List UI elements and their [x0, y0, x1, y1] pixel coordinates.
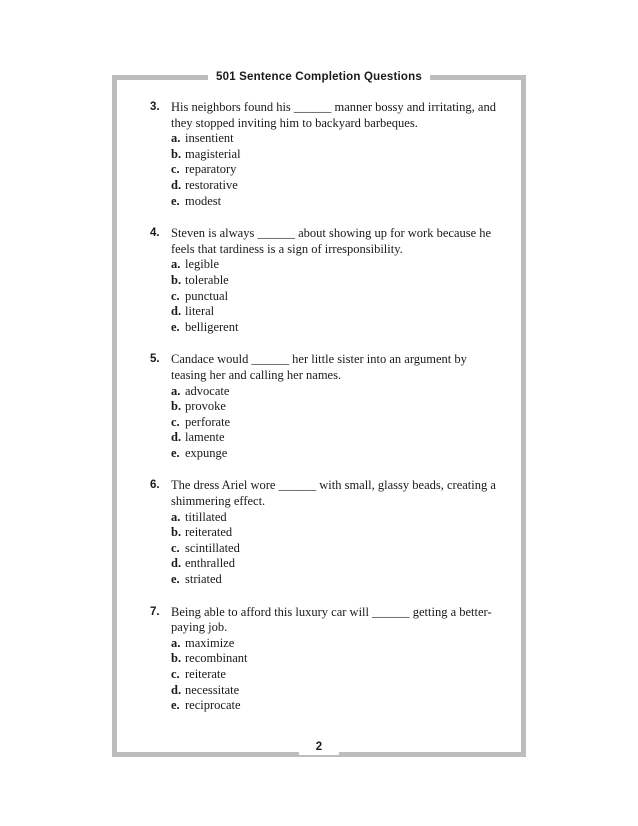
choice-b: [171, 273, 502, 289]
choice-text: insentient: [185, 131, 234, 146]
choice-a: [171, 636, 502, 652]
choice-letter: e.: [171, 698, 180, 713]
answer-choices: [171, 636, 502, 714]
choice-letter: d.: [171, 177, 182, 192]
choice-letter: c.: [171, 667, 180, 681]
question-7: [150, 605, 502, 714]
choice-text: lamente: [185, 430, 225, 445]
question-5: [150, 352, 502, 461]
choice-text: tolerable: [185, 272, 229, 287]
choice-d: [171, 683, 502, 699]
choice-letter: e.: [171, 445, 180, 460]
choice-text: punctual: [185, 288, 229, 303]
choice-text: expunge: [185, 445, 228, 460]
question-3: [150, 100, 502, 209]
choice-text: provoke: [185, 399, 226, 414]
choice-letter: d.: [171, 556, 182, 571]
choice-d: [171, 430, 502, 446]
choice-e: [171, 194, 502, 210]
choice-letter: b.: [171, 525, 182, 540]
choice-a: [171, 257, 502, 273]
choice-text: enthralled: [185, 556, 235, 571]
choice-c: [171, 415, 502, 431]
answer-choices: [171, 257, 502, 335]
page-number: 2: [299, 739, 339, 755]
choice-letter: e.: [171, 193, 180, 208]
choice-letter: d.: [171, 682, 182, 697]
choice-text: literal: [185, 304, 215, 319]
question-text: Candace would ______ her little sister into an argument by teasing her and calling her names.: [171, 352, 467, 382]
question-number: 5.: [150, 353, 160, 366]
choice-letter: e.: [171, 572, 180, 587]
choice-e: [171, 698, 502, 714]
answer-choices: [171, 384, 502, 462]
choice-text: reciprocate: [185, 698, 241, 713]
choice-text: reparatory: [185, 162, 237, 177]
choice-text: recombinant: [185, 651, 248, 666]
question-4: [150, 226, 502, 335]
question-text: The dress Ariel wore ______ with small, glassy beads, creating a shimmering effect.: [171, 478, 496, 509]
choice-text: necessitate: [185, 682, 240, 697]
choice-a: [171, 384, 502, 400]
choice-a: [171, 131, 502, 147]
choice-text: reiterate: [185, 667, 226, 681]
answer-choices: [171, 131, 502, 209]
choice-letter: a.: [171, 509, 181, 524]
choice-c: [171, 667, 502, 683]
question-number: 3.: [150, 101, 160, 113]
page-header-title: 501 Sentence Completion Questions: [208, 69, 430, 85]
choice-letter: b.: [171, 399, 182, 414]
choice-text: modest: [185, 193, 222, 208]
choice-letter: b.: [171, 651, 182, 666]
choice-b: [171, 525, 502, 541]
choice-e: [171, 446, 502, 462]
choice-letter: a.: [171, 635, 181, 650]
choice-c: [171, 289, 502, 305]
choice-letter: c.: [171, 540, 180, 555]
choice-e: [171, 572, 502, 588]
choice-d: [171, 304, 502, 320]
choice-text: titillated: [185, 509, 227, 524]
choice-text: advocate: [185, 383, 230, 398]
choice-text: belligerent: [185, 319, 239, 334]
choice-text: magisterial: [185, 146, 241, 161]
choice-text: perforate: [185, 414, 231, 429]
choice-letter: c.: [171, 414, 180, 429]
questions-list: [150, 100, 502, 731]
choice-c: [171, 541, 502, 557]
choice-text: scintillated: [185, 540, 240, 555]
choice-letter: e.: [171, 319, 180, 334]
question-6: [150, 478, 502, 587]
choice-b: [171, 399, 502, 415]
choice-letter: c.: [171, 288, 180, 303]
choice-letter: b.: [171, 272, 182, 287]
question-number: 4.: [150, 227, 160, 240]
choice-b: [171, 651, 502, 667]
choice-e: [171, 320, 502, 336]
choice-d: [171, 556, 502, 572]
question-number: 6.: [150, 479, 160, 492]
answer-choices: [171, 510, 502, 588]
choice-c: [171, 162, 502, 178]
choice-a: [171, 510, 502, 526]
choice-text: reiterated: [185, 525, 233, 540]
choice-b: [171, 147, 502, 163]
question-text: His neighbors found his ______ manner bossy and irritating, and they stopped inviting him to backyard barbeques.: [171, 100, 496, 130]
question-text: Being able to afford this luxury car will ______ getting a better-paying job.: [171, 604, 492, 635]
choice-letter: a.: [171, 131, 181, 146]
choice-d: [171, 178, 502, 194]
choice-letter: a.: [171, 383, 181, 398]
choice-letter: a.: [171, 257, 181, 272]
choice-letter: d.: [171, 430, 182, 445]
question-text: Steven is always ______ about showing up for work because he feels that tardiness is a sign of irresponsibility.: [171, 226, 492, 256]
choice-text: restorative: [185, 177, 238, 192]
choice-letter: c.: [171, 162, 180, 177]
choice-letter: d.: [171, 304, 182, 319]
question-number: 7.: [150, 605, 160, 618]
choice-text: legible: [185, 257, 220, 272]
choice-text: maximize: [185, 635, 235, 650]
choice-text: striated: [185, 572, 222, 587]
choice-letter: b.: [171, 146, 182, 161]
